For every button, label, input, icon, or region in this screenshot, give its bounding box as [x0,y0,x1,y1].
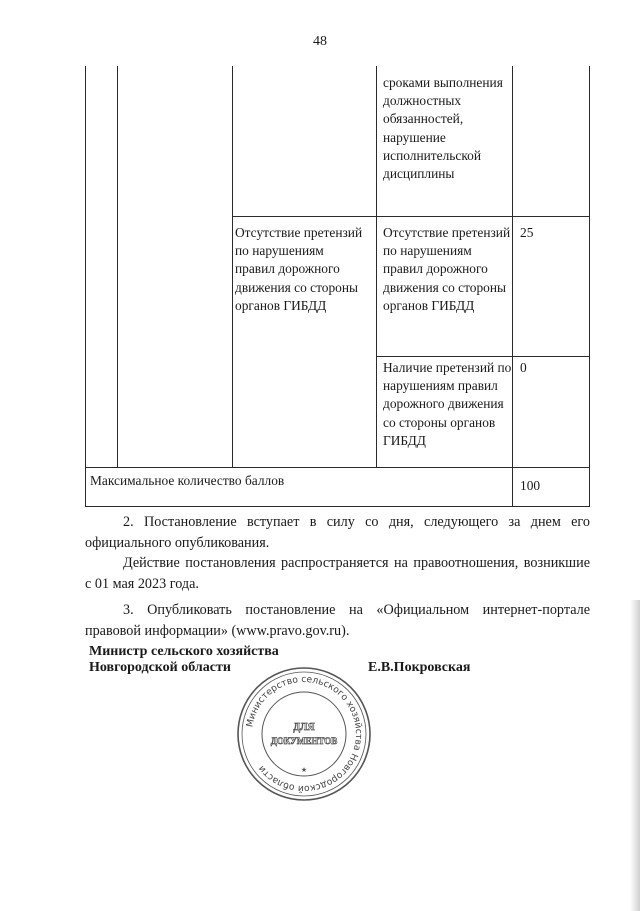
table-col-divider-3 [376,66,377,467]
criterion-no-claims: Отсутствие претензий по нарушениям правил дорожного движения со стороны органов ГИБДД [383,225,511,313]
resolution-paragraphs [85,512,590,641]
traffic-indicator: Отсутствие претензий по нарушениям правил дорожного движения со стороны органов ГИБДД [235,225,363,313]
table-col-divider-1 [117,66,118,467]
criterion-claims: Наличие претензий по нарушениям правил дорожного движения со стороны органов ГИБДД [383,360,512,448]
stamp-star-icon: ★ [300,766,308,774]
table-border-bottom [85,506,590,507]
stamp-inner-ring [242,672,366,796]
scan-edge-shadow [630,600,640,911]
paragraph-applies: Действие постановления распространяется на правоотношения, возникшие с 01 мая 2023 года. [85,555,590,592]
official-stamp [234,664,374,804]
score-claims: 0 [520,360,527,375]
stamp-center-ring [262,692,346,776]
table-row-divider-2 [376,356,590,357]
stamp-ring-text: Министерство сельского хозяйства Новгородской области [244,673,365,795]
criteria-table [85,66,590,507]
signatory-position-line2: Новгородской области [89,660,231,675]
total-label: Максимальное количество баллов [90,473,285,488]
signatory-name: Е.В.Покровская [368,660,471,675]
table-col-divider-2 [232,66,233,467]
criterion-continued: сроками выполнения должностных обязанностей, нарушение исполнительской дисциплины [383,75,503,182]
table-row-divider-3 [85,467,590,468]
score-no-claims: 25 [520,225,534,240]
stamp-center-line1: ДЛЯ [293,722,315,733]
table-border-right [589,66,590,507]
stamp-center-line2: ДОКУМЕНТОВ [270,736,338,746]
table-border-left [85,66,86,507]
table-row-divider-1 [232,216,590,217]
stamp-outer-ring [238,668,370,800]
paragraph-effective: 2. Постановление вступает в силу со дня, следующего за днем его официального опубликования. [85,514,590,551]
page-number: 48 [313,34,327,49]
signatory-position-line1: Министр сельского хозяйства [89,644,279,659]
total-score: 100 [520,478,541,493]
paragraph-publish: 3. Опубликовать постановление на «Официальном интернет-портале правовой информации» (www.pravo.gov.ru). [85,602,590,639]
